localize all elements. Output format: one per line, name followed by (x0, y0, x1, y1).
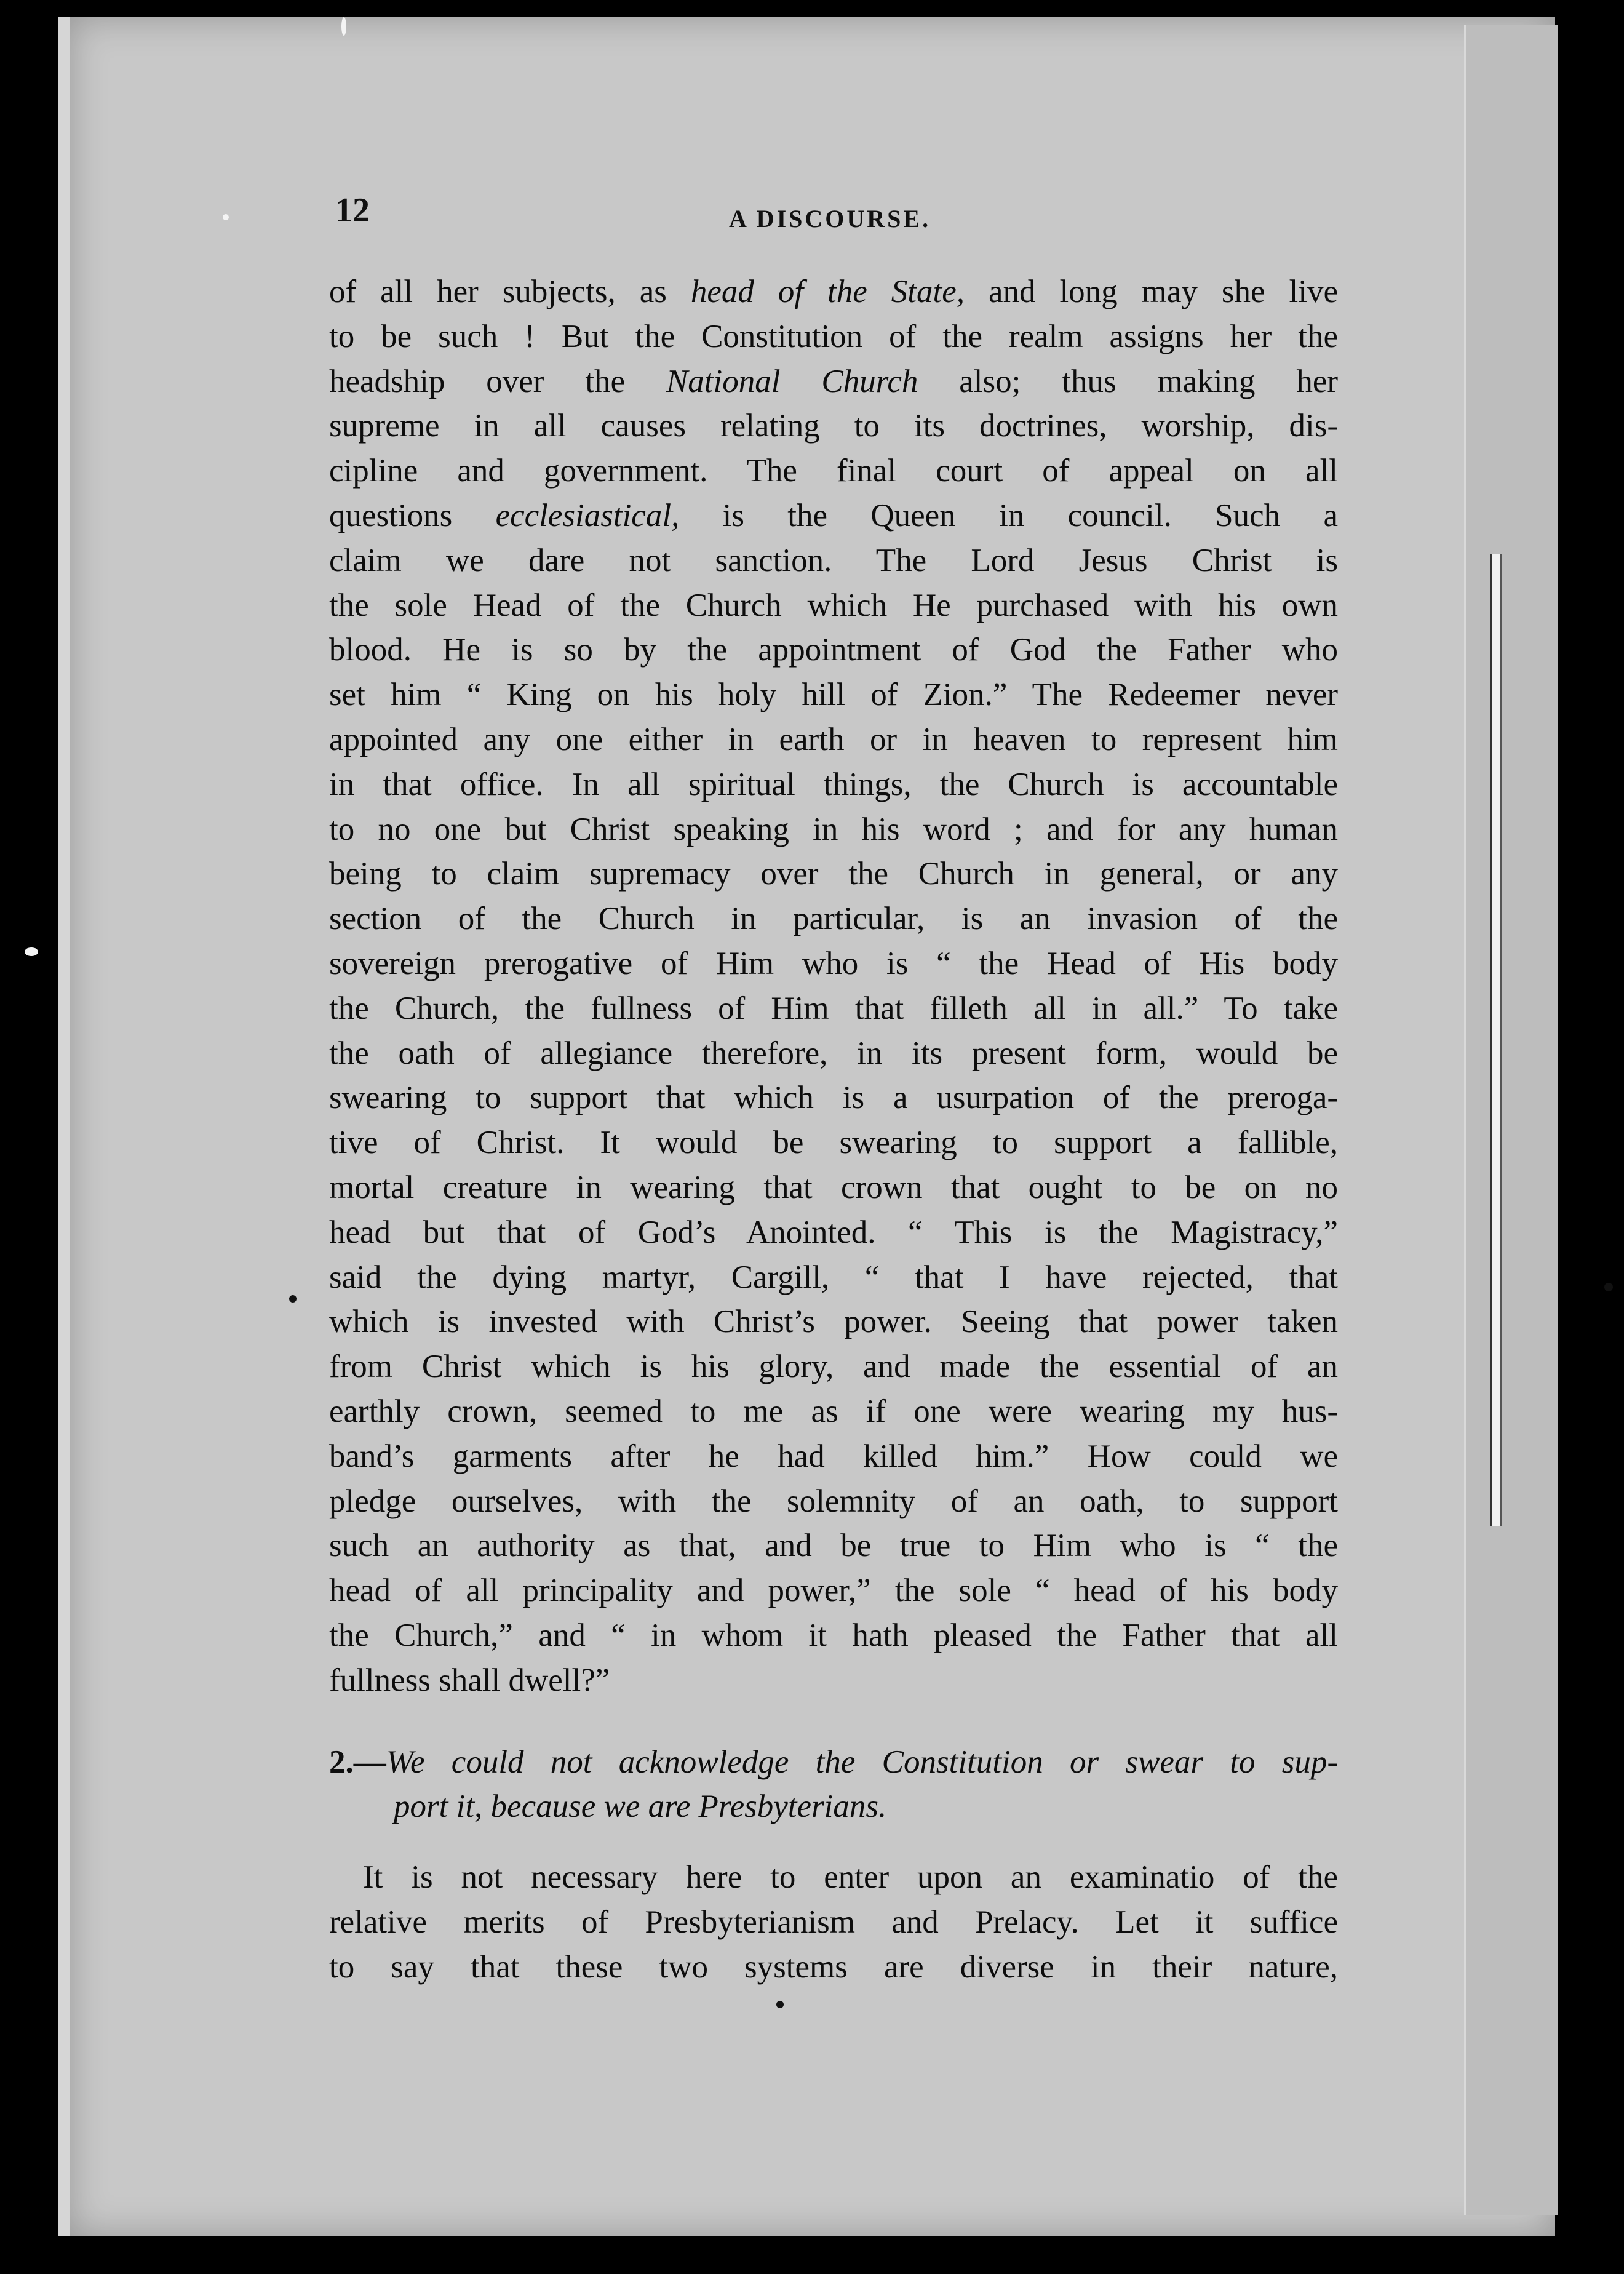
text-segment: being to claim supremacy over the Church in general, or any (329, 856, 1338, 892)
text-line (329, 762, 1338, 807)
scan-speck (289, 1295, 297, 1303)
text-line (329, 896, 1338, 941)
page-number: 12 (335, 191, 370, 229)
text-line (329, 1613, 1338, 1658)
text-segment: relative merits of Presbyterianism and Prelacy. Let it suffice (329, 1904, 1338, 1940)
text-line (329, 1479, 1338, 1524)
text-segment: section of the Church in particular, is an invasion of the (329, 901, 1338, 937)
section-number: 2.— (329, 1744, 386, 1780)
text-line (329, 717, 1338, 762)
text-segment: of all her subjects, as (329, 274, 691, 309)
paragraph-gap (329, 1829, 1338, 1855)
text-line (329, 404, 1338, 449)
section-heading-text-2: port it, because we are Presbyterians. (394, 1789, 887, 1825)
text-line (329, 628, 1338, 672)
text-segment: also; thus making her (918, 363, 1338, 399)
text-segment: and long may she live (964, 274, 1338, 309)
text-segment: earthly crown, seemed to me as if one were wearing my hus- (329, 1393, 1338, 1429)
text-line (329, 359, 1338, 404)
text-line (329, 1523, 1338, 1568)
section-heading-line (329, 1740, 1338, 1785)
text-line (329, 1120, 1338, 1165)
text-line (329, 1945, 1338, 1990)
paragraph-opening (329, 1855, 1338, 1989)
text-line (329, 1075, 1338, 1120)
section-heading-text-1: We could not acknowledge the Constitution or swear to sup- (386, 1744, 1338, 1780)
text-segment: to say that these two systems are diverse in their nature, (329, 1949, 1338, 1985)
scan-speck (223, 214, 229, 220)
body-text (329, 269, 1338, 1989)
paragraph-gap (329, 1703, 1338, 1740)
text-line (329, 449, 1338, 493)
text-line (329, 1344, 1338, 1389)
text-line (329, 1210, 1338, 1255)
text-line (329, 1568, 1338, 1613)
text-segment: tive of Christ. It would be swearing to support a fallible, (329, 1125, 1338, 1161)
paragraph-continuation (329, 269, 1338, 1703)
text-segment: pledge ourselves, with the solemnity of an oath, to support (329, 1483, 1338, 1519)
text-line (329, 314, 1338, 359)
text-line (329, 538, 1338, 583)
section-heading-line (329, 1784, 1338, 1829)
text-segment: appointed any one either in earth or in heaven to represent him (329, 721, 1338, 757)
text-segment: sovereign prerogative of Him who is “ the Head of His body (329, 945, 1338, 981)
text-line (329, 986, 1338, 1031)
text-line (329, 941, 1338, 986)
text-line (329, 583, 1338, 628)
text-line (329, 1255, 1338, 1300)
text-segment: It is not necessary here to enter upon an examinatio of the (363, 1859, 1338, 1896)
italic-phrase: ecclesiastical, (495, 497, 680, 533)
italic-phrase: head of the State, (690, 274, 965, 309)
text-line (329, 1299, 1338, 1344)
text-line (329, 1855, 1338, 1900)
text-segment: the sole Head of the Church which He purchased with his own (329, 587, 1338, 623)
text-segment: headship over the (329, 363, 666, 399)
text-line (329, 672, 1338, 717)
text-segment: said the dying martyr, Cargill, “ that I have rejected, that (329, 1259, 1338, 1295)
text-line (329, 1434, 1338, 1479)
scan-speck (1604, 1283, 1613, 1291)
text-segment: swearing to support that which is a usurpation of the preroga- (329, 1080, 1338, 1116)
scan-speck (341, 17, 346, 36)
text-line (329, 1031, 1338, 1076)
binding-thread (1490, 554, 1502, 1526)
text-segment: band’s garments after he had killed him.” How could we (329, 1438, 1338, 1474)
text-segment: which is invested with Christ’s power. Seeing that power taken (329, 1304, 1338, 1340)
text-segment: blood. He is so by the appointment of God the Father who (329, 632, 1338, 668)
page-edge (1464, 25, 1558, 2215)
text-segment: set him “ King on his holy hill of Zion.” The Redeemer never (329, 677, 1338, 713)
text-line (329, 852, 1338, 896)
text-segment: head of all principality and power,” the sole “ head of his body (329, 1573, 1338, 1609)
text-segment: such an authority as that, and be true to Him who is “ the (329, 1528, 1338, 1564)
text-segment: the Church, the fullness of Him that filleth all in all.” To take (329, 990, 1338, 1026)
text-segment: fullness shall dwell?” (329, 1662, 610, 1698)
text-segment: cipline and government. The final court of appeal on all (329, 453, 1338, 489)
text-line (329, 1658, 1338, 1703)
text-segment: is the Queen in council. Such a (679, 497, 1339, 533)
text-segment: to be such ! But the Constitution of the realm assigns her the (329, 318, 1338, 354)
text-line (329, 807, 1338, 852)
running-head (335, 191, 1350, 240)
text-line (329, 269, 1338, 314)
text-segment: mortal creature in wearing that crown that ought to be on no (329, 1169, 1338, 1205)
text-segment: the oath of allegiance therefore, in its present form, would be (329, 1035, 1338, 1071)
scan-speck (776, 2001, 784, 2008)
text-segment: to no one but Christ speaking in his word ; and for any human (329, 811, 1338, 847)
text-segment: claim we dare not sanction. The Lord Jesus Christ is (329, 542, 1338, 578)
text-line (329, 1165, 1338, 1210)
italic-phrase: National Church (666, 363, 918, 399)
scan-speck (25, 948, 38, 956)
section-heading (329, 1740, 1338, 1830)
text-segment: supreme in all causes relating to its doctrines, worship, dis- (329, 408, 1338, 444)
text-segment: questions (329, 497, 496, 533)
text-segment: head but that of God’s Anointed. “ This is the Magistracy,” (329, 1214, 1338, 1250)
text-line (329, 493, 1338, 538)
running-title: A DISCOURSE. (729, 205, 931, 233)
text-segment: from Christ which is his glory, and made the essential of an (329, 1349, 1338, 1385)
text-segment: in that office. In all spiritual things, the Church is accountable (329, 766, 1338, 802)
text-segment: the Church,” and “ in whom it hath pleased the Father that all (329, 1617, 1338, 1653)
text-line (329, 1389, 1338, 1434)
text-line (329, 1900, 1338, 1945)
